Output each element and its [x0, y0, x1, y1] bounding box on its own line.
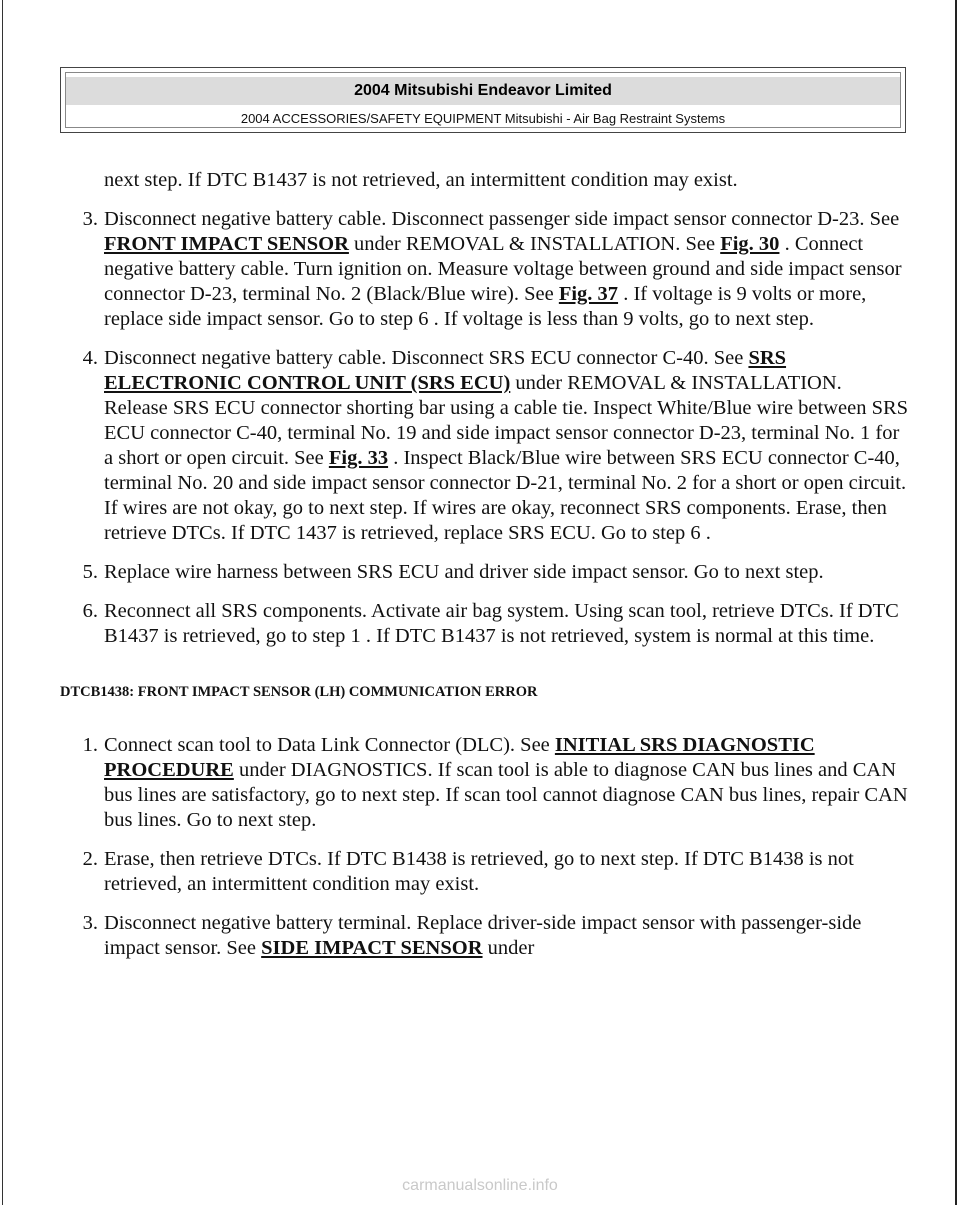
- step-text: Disconnect negative battery cable. Disconnect passenger side impact sensor connector D-23. See: [104, 208, 900, 230]
- step-text: under DIAGNOSTICS. If scan tool is able to diagnose CAN bus lines and CAN bus lines are satisfactory, go to next step. If scan tool cannot diagnose CAN bus lines, repair CAN bus lines. Go to next step.: [104, 759, 908, 831]
- step-list-b1438: [60, 733, 910, 961]
- step-number: 4.: [82, 347, 98, 369]
- list-item: [60, 911, 910, 961]
- step-list-b1437: [60, 207, 910, 649]
- step-number: 3.: [82, 912, 98, 934]
- list-item: [60, 847, 910, 897]
- document-body: [60, 168, 910, 961]
- step-number: 1.: [82, 734, 98, 756]
- step-number: 5.: [82, 561, 98, 583]
- step-text: Disconnect negative battery terminal. Replace driver-side impact sensor with passenger-side impact sensor. See: [104, 912, 862, 959]
- continuation-text: next step. If DTC B1437 is not retrieved, an intermittent condition may exist.: [104, 169, 738, 191]
- step-text: under REMOVAL & INSTALLATION. Release SRS ECU connector shorting bar using a cable tie. Inspect White/Blue wire between SRS ECU connector C-40, terminal No. 19 and side impact sensor connector D-23, terminal No. 1 for a short or open circuit. See: [104, 372, 909, 469]
- step-text: under REMOVAL & INSTALLATION. See: [348, 233, 721, 255]
- link-initial-srs-diagnostic-procedure[interactable]: INITIAL SRS DIAGNOSTIC PROCEDURE: [104, 734, 815, 781]
- step-text: Replace wire harness between SRS ECU and driver side impact sensor. Go to next step.: [104, 561, 824, 583]
- watermark-text: carmanualsonline.info: [402, 1177, 558, 1194]
- link-front-impact-sensor[interactable]: FRONT IMPACT SENSOR: [104, 233, 349, 255]
- list-item: [60, 560, 910, 585]
- header-title: 2004 Mitsubishi Endeavor Limited: [66, 77, 900, 105]
- header-subtitle: 2004 ACCESSORIES/SAFETY EQUIPMENT Mitsubishi - Air Bag Restraint Systems: [240, 111, 726, 126]
- step-text: Reconnect all SRS components. Activate air bag system. Using scan tool, retrieve DTCs. If DTC B1437 is retrieved, go to step 1 . If DTC B1437 is not retrieved, system is normal at this time.: [104, 600, 899, 647]
- step-text: . If voltage is 9 volts or more, replace side impact sensor. Go to step 6 . If voltage is less than 9 volts, go to next step.: [104, 283, 867, 330]
- step-text: . Inspect Black/Blue wire between SRS ECU connector C-40, terminal No. 20 and side impact sensor connector D-21, terminal No. 2 for a short or open circuit. If wires are not okay, go to next step. If wires are okay, reconnect SRS components. Erase, then retrieve DTCs. If DTC 1437 is retrieved, replace SRS ECU. Go to step 6 .: [104, 447, 907, 544]
- step-number: 6.: [82, 600, 98, 622]
- document-header: [60, 67, 906, 133]
- list-item: [60, 346, 910, 546]
- step-text: Disconnect negative battery cable. Disconnect SRS ECU connector C-40. See: [104, 347, 749, 369]
- link-srs-ecu[interactable]: SRS ELECTRONIC CONTROL UNIT (SRS ECU): [104, 347, 787, 394]
- list-item: [60, 599, 910, 649]
- link-fig-33[interactable]: Fig. 33: [328, 447, 389, 469]
- step-text: Connect scan tool to Data Link Connector (DLC). See: [104, 734, 555, 756]
- section-heading: DTCB1438: FRONT IMPACT SENSOR (LH) COMMUNICATION ERROR: [60, 684, 538, 700]
- list-item: [60, 207, 910, 332]
- step-text: . Connect negative battery cable. Turn ignition on. Measure voltage between ground and side impact sensor connector D-23, terminal No. 2 (Black/Blue wire). See: [104, 233, 902, 305]
- page-right-rule: [955, 0, 957, 1205]
- step-text: under: [482, 937, 535, 959]
- link-fig-30[interactable]: Fig. 30: [720, 233, 780, 255]
- header-inner-frame: [65, 72, 901, 128]
- page-left-rule: [2, 0, 3, 1205]
- link-fig-37[interactable]: Fig. 37: [558, 283, 619, 305]
- step-number: 3.: [82, 208, 98, 230]
- link-side-impact-sensor[interactable]: SIDE IMPACT SENSOR: [261, 937, 483, 959]
- step-text: Erase, then retrieve DTCs. If DTC B1438 is retrieved, go to next step. If DTC B1438 is not retrieved, an intermittent condition may exist.: [104, 848, 854, 895]
- step-number: 2.: [82, 848, 98, 870]
- list-item: [60, 733, 910, 833]
